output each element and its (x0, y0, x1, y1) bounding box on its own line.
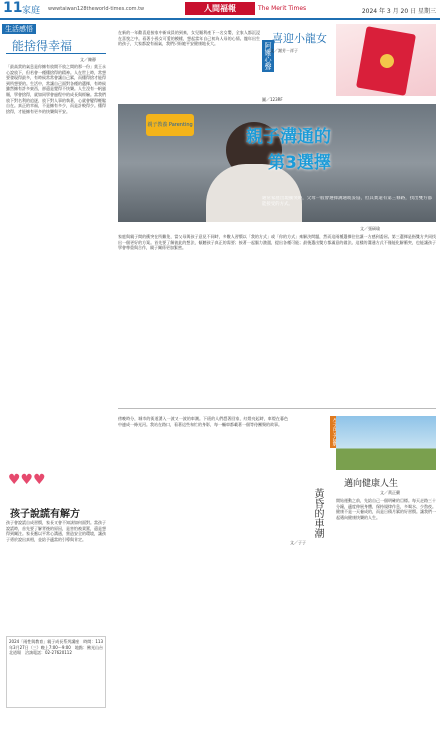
issue-date: 2024 年 3 月 20 日 星期三 (361, 8, 436, 15)
section-tag: 生活感悟 (2, 24, 36, 34)
article-title: 黃昏的車潮 (312, 488, 323, 538)
event-info-box: 2024「兩性與教育」親子成長系列講座 時間：113年3月27日（三）晚上7:00～9:00 地點：佛光山台北道場 洽詢電話：02-27620112 (6, 636, 106, 708)
byline: 文／張碩瑜 (360, 226, 380, 231)
article-body: 開始運動之前，先給自己一個明確的目標。每天走路三十分鐘，適度伸展身體，保持規律作息，多喝水、少熬夜。健康不是一天養成的，而是日積月累的好習慣。讓我們一起邁向健康快樂的人生。 (336, 498, 436, 520)
red-envelope-photo (336, 24, 436, 96)
title-divider (6, 53, 106, 54)
byline: 文／子子 (290, 540, 306, 545)
page-header (0, 0, 440, 20)
feature-caption: 通常家庭出現衝突時，父母一般會選擇溝通或妥協，但其實還有第三條路，找出雙方都能接受的方式。 (262, 196, 432, 207)
brand-logo: 人間福報 (185, 2, 255, 15)
article-body: 「最高貴的氣息是你擁有放開不放之間的那一份」莫王永心說放下，但若會一種懂捨得的精神。人在世上時，常想要發現得最多，有時候常常會讓自己累，而懂得捨才能得到所想要的。生活中，常讓自己面對各種的選擇，有時候雖然擁有許多東西，卻還是覺得不快樂。人生沒有一帆風順，學會捨得，就如同學會過程中的成長與經驗。當我們放下對名利的追逐，放下對人事的執著，心就會變得輕鬆自在。真正的幸福，不是擁有多少，而是計較得少。懂得捨得，才能擁有更多的快樂與平安。 (6, 64, 106, 114)
series-badge: 親子教養 Parenting (146, 114, 194, 136)
byline: 文／黃正藥 (380, 490, 400, 495)
article-title: 邁向健康人生 (344, 479, 399, 489)
article-title: 能捨得幸福 (12, 39, 73, 53)
feature-title-line2: 第3選擇 (268, 153, 331, 173)
site-url: wwwtaiwan128theworld-times.com.tw (48, 6, 145, 12)
page-number: 11 (3, 0, 23, 16)
heart-banner (6, 468, 106, 498)
section-name: 家庭 (22, 6, 41, 16)
article-title: 孩子說謊有解方 (10, 509, 80, 520)
byline: 文／陳靜 (80, 57, 96, 62)
brand-english: The Merit Times (258, 5, 307, 12)
article-body: 傍晚時分，城市的街道湧入一波又一波的車潮。下班的人們趕著回家，紅燈亮起時，車燈在暮色中連成一條光河。我站在路口，看著這些匆忙的身影，每一輛車都載著一個等待團聚的故事。 (118, 416, 288, 427)
article-body: 家庭與親子間的衝突在所難免，當父母與孩子意見不同時，多數人習慣以「我的方式」或「你的方式」來解決問題，然而這兩種選擇往往讓一方感到委屈。第三選擇是指雙方共同找出一個更好的方案。首先要了解彼此的想法，傾聽孩子真正的需要；接著一起腦力激盪，提出各種可能；最後選出雙方都滿意的做法。這樣的溝通方式不僅能化解衝突，也能讓孩子學會尊重與合作，親子關係更加緊密。 (118, 234, 436, 251)
section-divider (118, 408, 436, 409)
article-body: 孩子會說謊自成習慣，家長又會不知該如何面對。當孩子說謊時，首先要了解背後的原因，是害怕被責罵，還是想得到關注。家長應以平常心溝通，營造安全的環境，讓孩子勇於說出真相，並給予適當的引導與肯定。 (6, 520, 106, 542)
section-tag: 阿嬤心聲 (264, 42, 272, 70)
walking-photo (336, 416, 436, 470)
article-title: 喜迎小龍女 (272, 32, 327, 45)
feature-title-line1: 親子溝通的 (246, 127, 331, 147)
heart-icon: ♥♥♥ (8, 472, 46, 488)
byline: 文／謝芳－祥子 (270, 48, 298, 53)
photo-credit: 圖／123RF (262, 97, 283, 102)
article-body: 在新的一年歡喜迎接家中新成員的到來，女兒順利產下一名女嬰，全家人都沉浸在喜悅之中。看著小孫女可愛的模樣，想起當年自己初為人母的心情。龍年出生的孩子，大家都說有福氣，我們只盼她平安健康地長大。 (118, 30, 260, 47)
